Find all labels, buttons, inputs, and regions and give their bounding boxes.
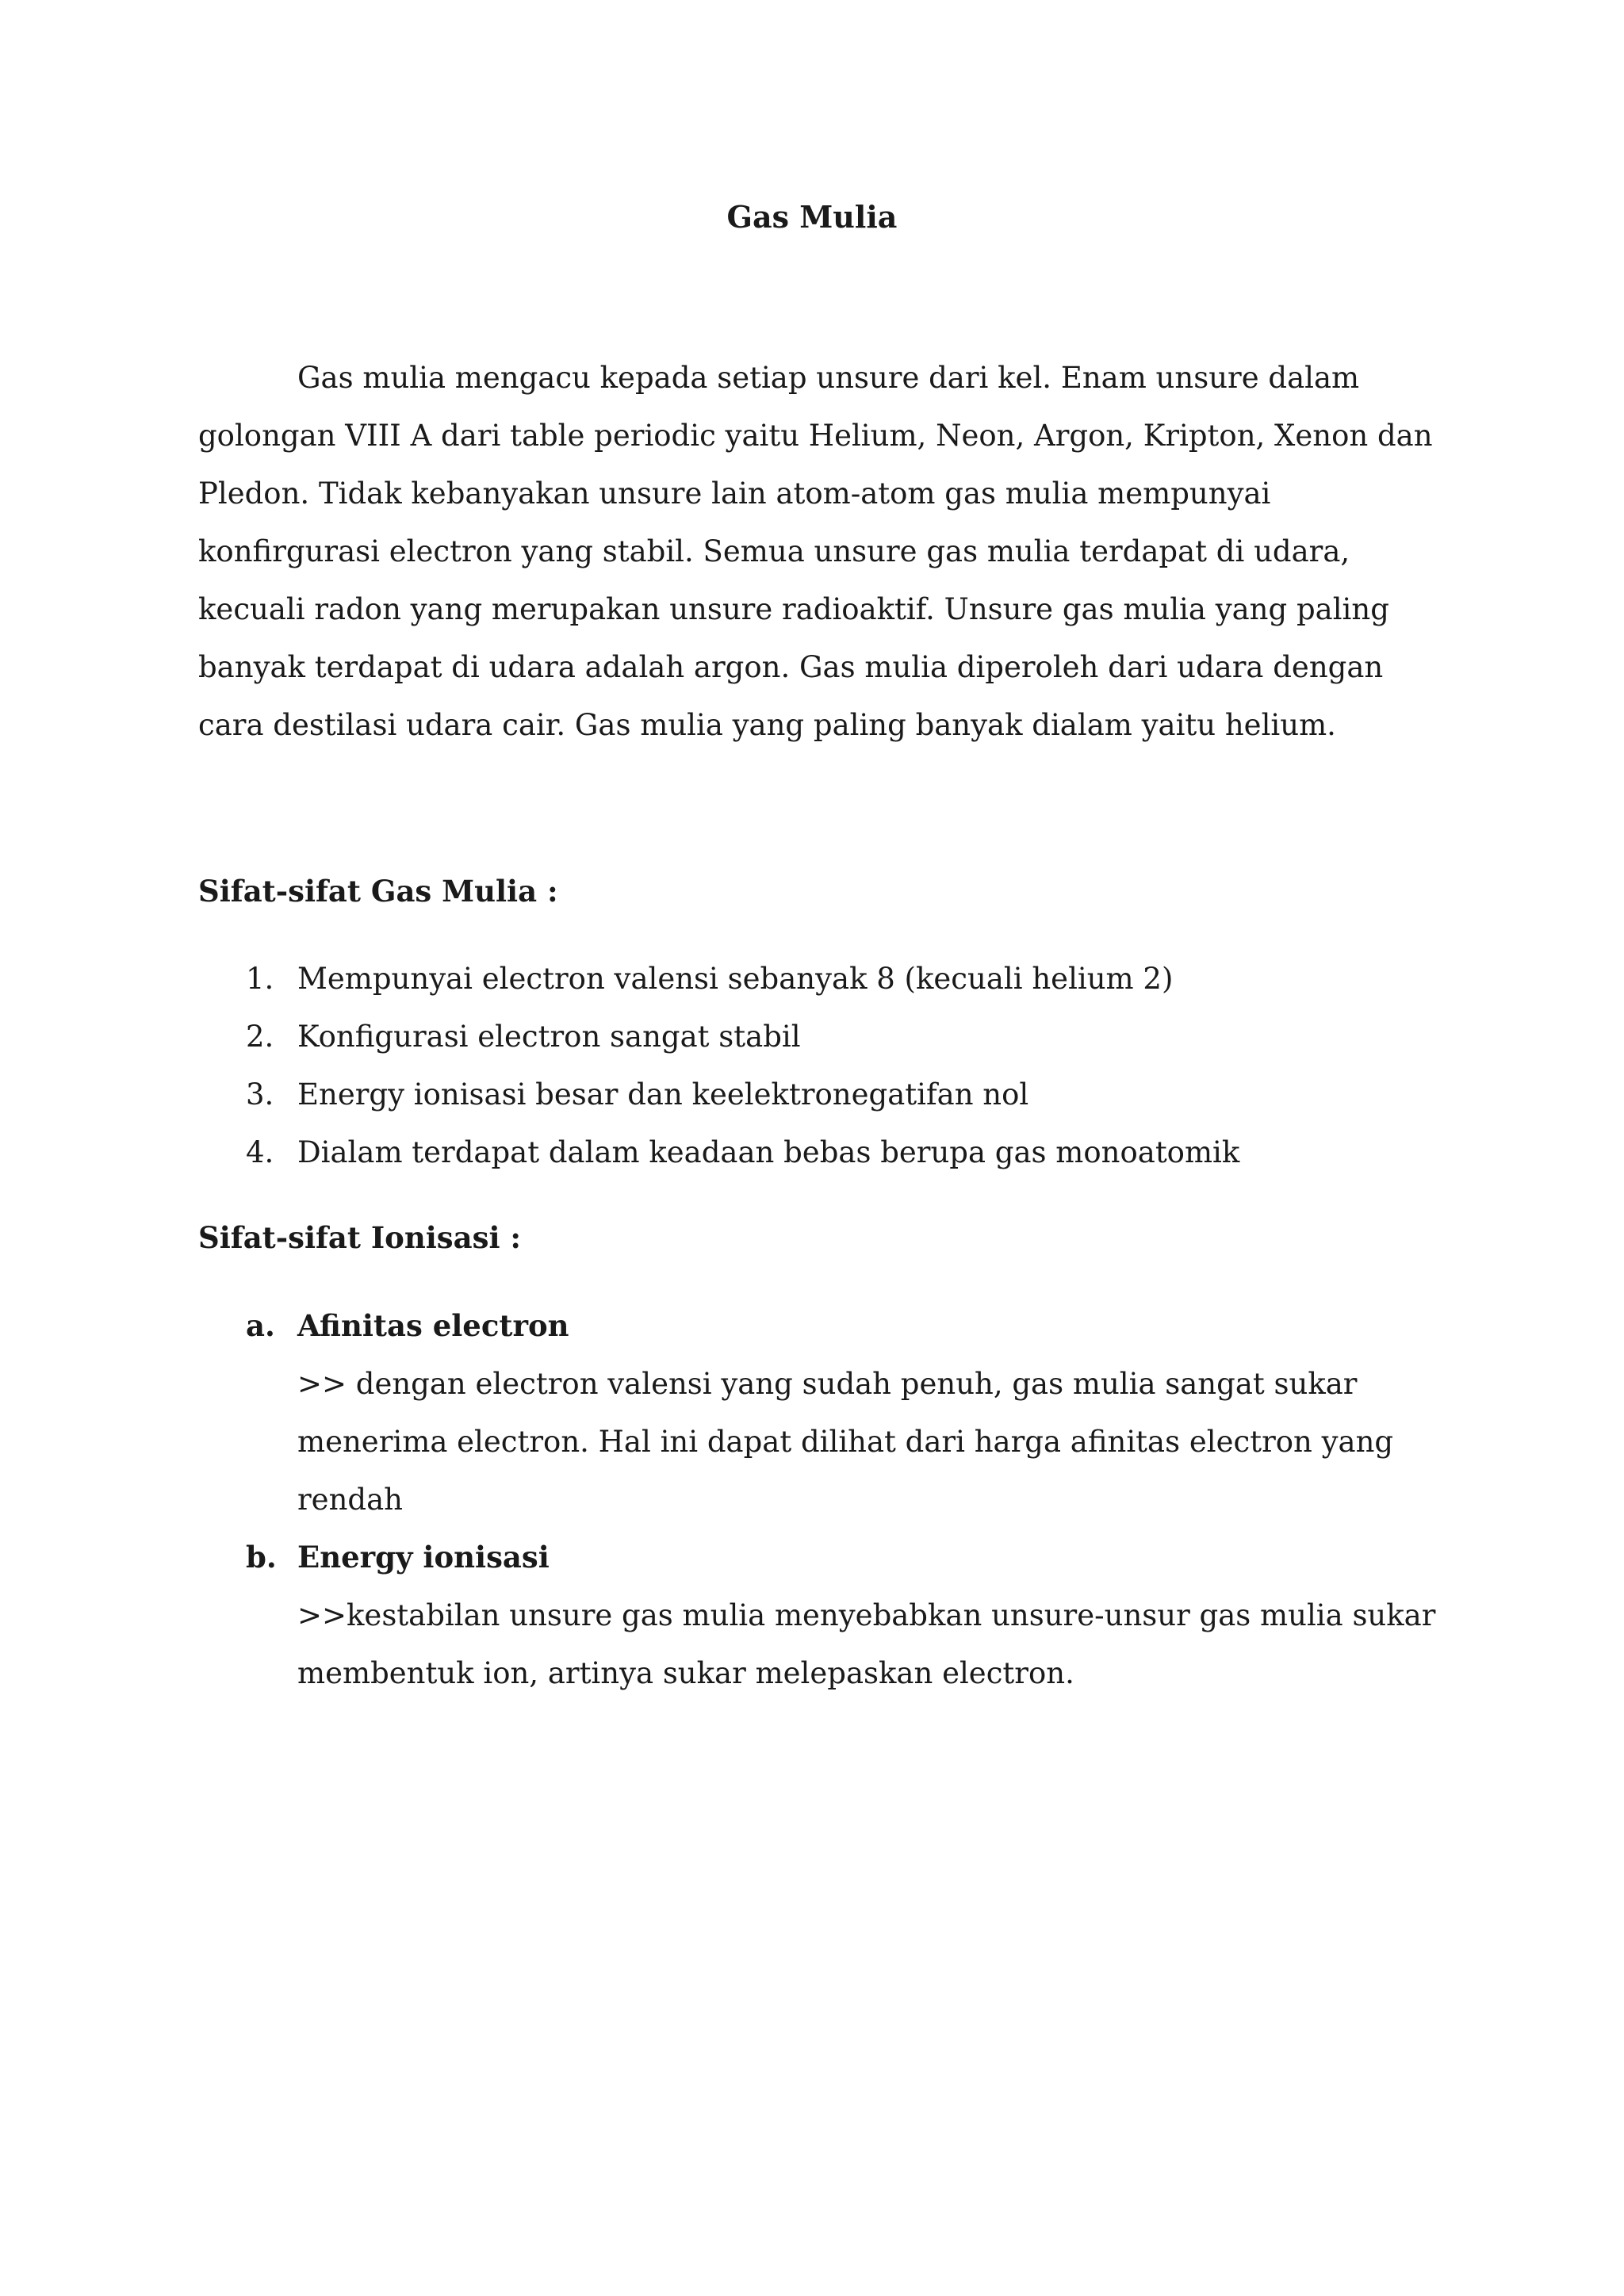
ionisasi-item-energy [198, 1529, 1443, 1702]
list-item-text: Dialam terdapat dalam keadaan bebas berupa gas monoatomik [297, 1135, 1240, 1169]
ionisasi-item-afinitas [198, 1297, 1443, 1529]
ionisasi-item-description: >> dengan electron valensi yang sudah penuh, gas mulia sangat sukar menerima electron. Hal ini dapat dilihat dari harga afinitas electron yang rendah [297, 1367, 1394, 1517]
list-item [198, 1066, 1443, 1123]
document-title: Gas Mulia [726, 199, 898, 235]
ionisasi-item-marker: b. [246, 1540, 277, 1575]
list-item-number: 3. [246, 1077, 274, 1112]
ionisasi-item-label: Energy ionisasi [297, 1540, 550, 1575]
ionisasi-item-description: >>kestabilan unsure gas mulia menyebabkan unsure-unsur gas mulia sukar membentuk ion, artinya sukar melepaskan electron. [297, 1598, 1436, 1690]
list-item [198, 1123, 1443, 1181]
list-item-number: 2. [246, 1020, 274, 1054]
list-item-text: Konfigurasi electron sangat stabil [297, 1020, 801, 1054]
sifat-ionisasi-heading: Sifat-sifat Ionisasi : [198, 1220, 522, 1255]
list-item-number: 4. [246, 1135, 274, 1169]
list-item-text: Mempunyai electron valensi sebanyak 8 (kecuali helium 2) [297, 962, 1174, 996]
ionisasi-item-marker: a. [246, 1308, 275, 1343]
list-item-text: Energy ionisasi besar dan keelektronegatifan nol [297, 1077, 1029, 1112]
sifat-gas-mulia-heading: Sifat-sifat Gas Mulia : [198, 874, 558, 909]
intro-paragraph: Gas mulia mengacu kepada setiap unsure dari kel. Enam unsure dalam golongan VIII A dari table periodic yaitu Helium, Neon, Argon, Kripton, Xenon dan Pledon. Tidak kebanyakan unsure lain atom-atom gas mulia mempunyai konfirgurasi electron yang stabil. Semua unsure gas mulia terdapat di udara, kecuali radon yang merupakan unsure radioaktif. Unsure gas mulia yang paling banyak terdapat di udara adalah argon. Gas mulia diperoleh dari udara dengan cara destilasi udara cair. Gas mulia yang paling banyak dialam yaitu helium. [198, 361, 1433, 742]
ionisasi-item-label: Afinitas electron [297, 1308, 569, 1343]
sifat-gas-mulia-list [198, 950, 1443, 1181]
list-item-number: 1. [246, 962, 274, 996]
list-item [198, 1008, 1443, 1066]
list-item [198, 950, 1443, 1008]
